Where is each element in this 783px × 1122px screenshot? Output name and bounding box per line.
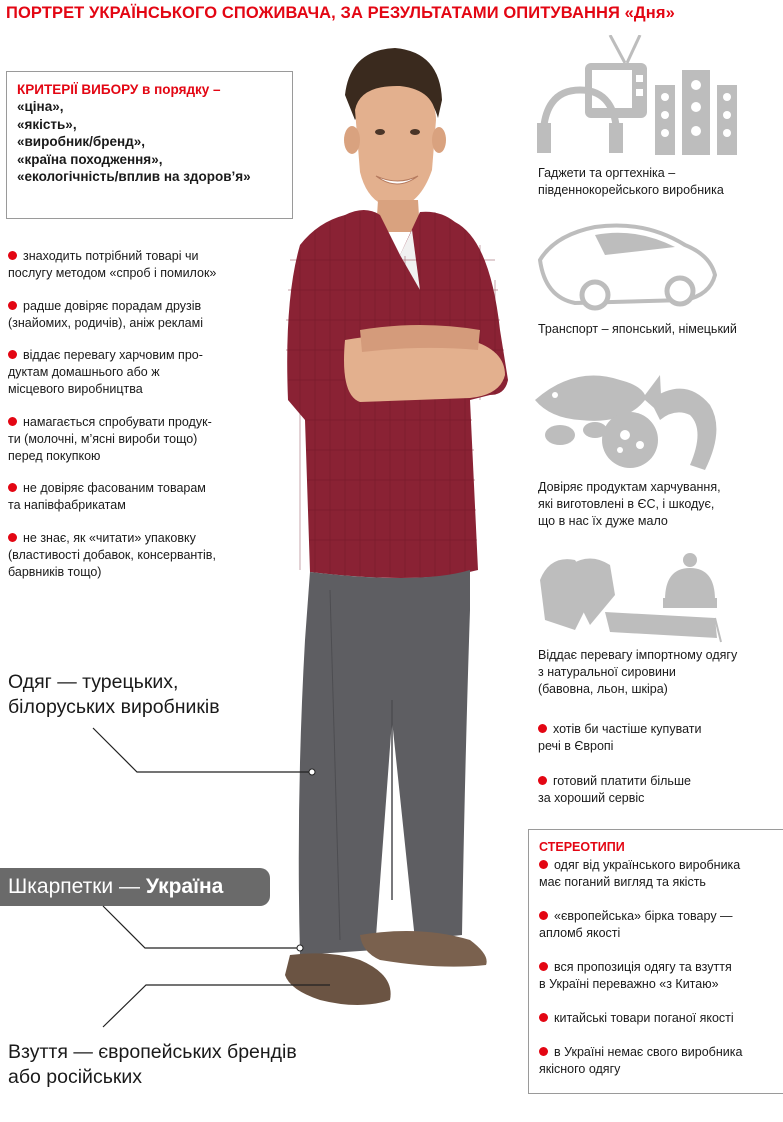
behavior-item: віддає перевагу харчовим про- дуктам домашнього або ж місцевого виробництва [8,348,203,396]
clothing-label: Одяг — турецьких, білоруських виробників [8,671,220,718]
stereotype-item: в Україні немає свого виробника якісного одягу [539,1045,743,1076]
stereotype-item: одяг від українського виробника має поганий вигляд та якість [539,858,741,889]
criteria-item: «якість», [17,116,77,132]
bullet-icon [8,533,17,542]
gadgets-icons [535,35,745,160]
stereotype-item: китайські товари поганої якості [539,1010,783,1027]
bullet-icon [538,724,547,733]
speakers-icon [655,70,737,155]
page-title: ПОРТРЕТ УКРАЇНСЬКОГО СПОЖИВАЧА, ЗА РЕЗУЛЬТАТАМИ ОПИТУВАННЯ «Дня» [6,4,675,22]
scarf-icon [605,612,721,642]
behavior-item: радше довіряє порадам друзів (знайомих, родичів), аніж рекламі [8,298,203,330]
hat-icon [663,553,717,608]
clothes-import-caption: Віддає перевагу імпортному одягу з натуральної сировини (бавовна, льон, шкіра) [538,648,738,696]
bullet-icon [539,1047,548,1056]
criteria-item: «ціна», [17,99,64,114]
bullet-icon [539,962,548,971]
fish-icon [535,375,662,421]
preference-item: хотів би частіше купувати речі в Європі [538,722,702,753]
shoes-label: Взуття — європейських брендів або російських [8,1041,297,1088]
bullet-icon [8,350,17,359]
behavior-item: не знає, як «читати» упаковку (властивості добавок, консервантів, барвників тощо) [8,530,216,579]
criteria-box [6,71,293,219]
stereotype-item: вся пропозиція одягу та взуття в Україні переважно «з Китаю» [539,960,732,991]
clothes-icons [535,550,725,645]
behavior-item: знаходить потрібний товарі чи послугу методом «спроб і помилок» [8,249,217,280]
gloves-icon [540,559,615,631]
man-illustration [270,40,530,1030]
bullet-icon [539,1013,548,1022]
shoes-pointer [98,980,338,1030]
bullet-icon [539,860,548,869]
socks-pointer [100,903,310,953]
bullet-icon [538,776,547,785]
preference-item: готовий платити більше за хороший сервіс [538,774,691,805]
behavior-item: намагається спробувати продук- ти (молочні, м’ясні вироби тощо) перед покупкою [8,414,212,463]
bullet-icon [8,251,17,260]
bullet-icon [539,911,548,920]
behavior-list [8,248,268,596]
car-icon [535,215,720,315]
criteria-item: «виробник/бренд», [17,134,145,149]
behavior-item: не довіряє фасованим товарам та напівфабрикатам [8,481,206,512]
criteria-item: «країна походження», [17,151,163,167]
food-icons [530,350,725,480]
stereotypes-heading: СТЕРЕОТИПИ [539,840,625,854]
transport-caption: Транспорт – японський, німецький [538,322,737,336]
socks-label: Шкарпетки — Україна [0,868,270,906]
stereotype-item: «європейська» бірка товару — апломб якості [539,909,733,940]
tv-icon [585,35,647,118]
criteria-item: «екологічність/вплив на здоров’я» [17,169,251,184]
clothing-pointer [90,725,320,780]
criteria-heading: КРИТЕРІЇ ВИБОРУ в порядку – [17,82,221,97]
food-caption: Довіряє продуктам харчування, які виготовлені в ЄС, і шкодує, що в нас їх дуже мало [538,480,721,528]
stereotypes-box [528,829,783,1094]
gadgets-caption: Гаджети та оргтехніка – південнокорейського виробника [538,166,724,197]
bullet-icon [8,417,17,426]
bullet-icon [8,483,17,492]
bullet-icon [8,301,17,310]
